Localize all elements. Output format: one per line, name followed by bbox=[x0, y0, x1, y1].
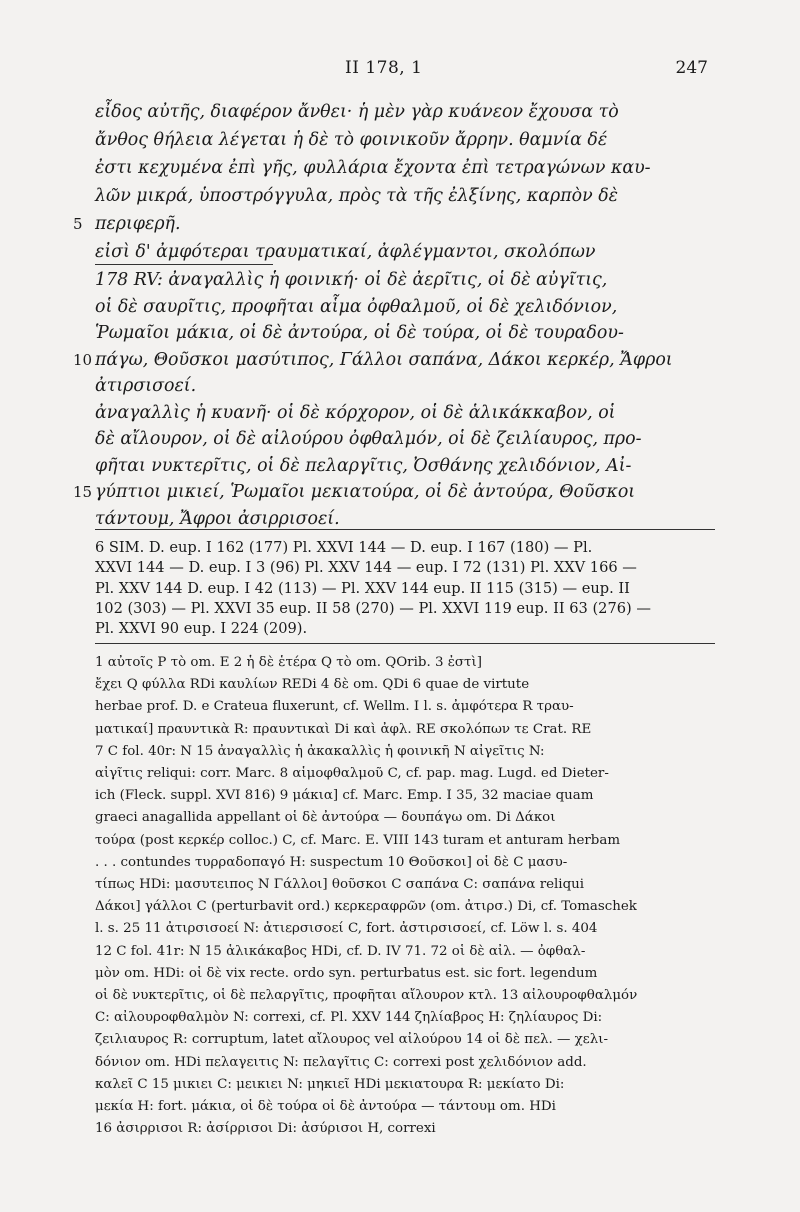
apparatus-line: καλεῖ C 15 μικιει C: μεικιει N: μηκιεῖ HDi μεκιατουρα R: μεκίατο Di: bbox=[95, 1076, 565, 1092]
line-text: ἀτιρσισοεί. bbox=[95, 376, 197, 396]
text-line bbox=[95, 238, 595, 266]
apparatus-line: 16 ἀσιρρισοι R: ἀσίρρισοι Di: ἀσύρισοι H, correxi bbox=[95, 1121, 436, 1137]
text-line bbox=[95, 425, 642, 453]
apparatus-line: l. s. 25 11 ἀτιρσισοεί N: ἀτιερσισοεί C, fort. ἀστιρσισοεί, cf. Löw l. s. 404 bbox=[95, 921, 598, 937]
text-divider-short bbox=[95, 264, 273, 265]
apparatus-line: αἰγῖτις reliqui: corr. Marc. 8 αἱμοφθαλμοῦ C, cf. pap. mag. Lugd. ed Dieter- bbox=[95, 766, 609, 781]
apparatus-line: ματικαί] πραυντικὰ R: πραυντικαὶ Di καὶ ἀφλ. RE σκολόπων τε Crat. RE bbox=[95, 721, 592, 737]
text-line bbox=[95, 266, 607, 294]
line-text: οἱ δὲ σαυρῖτις, προφῆται αἷμα ὀφθαλμοῦ, οἱ δὲ χελιδόνιον, bbox=[95, 296, 618, 317]
line-number: 10 bbox=[73, 350, 93, 369]
line-text: ἄνθος θήλεια λέγεται ἡ δὲ τὸ φοινικοῦν ἄρρην. θαμνία δέ bbox=[95, 130, 608, 150]
text-line bbox=[95, 182, 618, 210]
line-text: πάγω, Θοῦσκοι μασύτιπος, Γάλλοι σαπάνα, Δάκοι κερκέρ, Ἄφροι bbox=[95, 349, 673, 370]
line-text: φῆται νυκτερῖτις, οἱ δὲ πελαργῖτις, Ὀσθάνης χελιδόνιον, Αἰ- bbox=[95, 455, 632, 476]
line-text: δὲ αἴλουρον, οἱ δὲ αἰλούρου ὀφθαλμόν, οἱ δὲ ζειλίαυρος, προ- bbox=[95, 429, 642, 449]
apparatus-line: μὸν om. HDi: οἱ δὲ vix recte. ordo syn. perturbatus est. sic fort. legendum bbox=[95, 965, 598, 981]
apparatus-line: graeci anagallida appellant οἱ δὲ ἀντούρα — δουπάγω om. Di Δάκοι bbox=[95, 810, 556, 826]
page-header bbox=[0, 58, 800, 88]
text-line bbox=[73, 346, 673, 374]
line-text: γύπτιοι μικιεί, Ῥωμαῖοι μεκιατούρα, οἱ δὲ ἀντούρα, Θοῦσκοι bbox=[95, 482, 636, 502]
line-text: ἀναγαλλὶς ἡ κυανῆ· οἱ δὲ κόρχορον, οἱ δὲ ἁλικάκκαβον, οἱ bbox=[95, 402, 616, 423]
apparatus-line: 1 αὐτοῖς P τὸ om. E 2 ἡ δὲ ἑτέρα Q τὸ om. QOrib. 3 ἐστὶ] bbox=[95, 655, 482, 670]
apparatus-line: herbae prof. D. e Crateua fluxerunt, cf. Wellm. I l. s. ἀμφότερα R τραυ- bbox=[95, 699, 574, 715]
text-line bbox=[95, 372, 196, 400]
text-line bbox=[73, 210, 181, 238]
apparatus-line: οἱ δὲ νυκτερῖτις, οἱ δὲ πελαργῖτις, προφῆται αἴλουρον κτλ. 13 αἰλουροφθαλμόν bbox=[95, 988, 638, 1003]
line-text: εἶδος αὐτῆς, διαφέρον ἄνθει· ἡ μὲν γὰρ κυάνεον ἔχουσα τὸ bbox=[95, 102, 619, 122]
text-line bbox=[95, 452, 631, 480]
apparatus-line: 7 C fol. 40r: N 15 ἀναγαλλὶς ἡ ἀκακαλλὶς ἡ φοινικῆ N αἰγεῖτις N: bbox=[95, 743, 545, 759]
text-line bbox=[73, 478, 636, 506]
line-number: 15 bbox=[73, 483, 93, 501]
source-line: 6 SIM. D. eup. I 162 (177) Pl. XXVI 144 — D. eup. I 167 (180) — Pl. bbox=[95, 539, 593, 556]
source-line: 102 (303) — Pl. XXVI 35 eup. II 58 (270) — Pl. XXVI 119 eup. II 63 (276) — bbox=[95, 599, 651, 617]
section-reference: II 178, 1 bbox=[345, 58, 423, 78]
line-text: 178 RV: ἀναγαλλὶς ἡ φοινική· οἱ δὲ ἀερῖτις, οἱ δὲ αὐγῖτις, bbox=[95, 270, 608, 290]
text-divider-sources bbox=[95, 529, 715, 530]
line-number: 5 bbox=[73, 215, 83, 233]
line-text: εἰσὶ δ' ἀμφότεραι τραυματικαί, ἀφλέγμαντοι, σκολόπων bbox=[95, 242, 596, 262]
apparatus-line: δόνιον om. HDi πελαγειτις N: πελαγῖτις C: correxi post χελιδόνιον add. bbox=[95, 1054, 587, 1070]
text-line bbox=[95, 293, 617, 321]
line-text: Ῥωμαῖοι μάκια, οἱ δὲ ἀντούρα, οἱ δὲ τούρα, οἱ δὲ τουραδου- bbox=[95, 323, 624, 343]
apparatus-line: Δάκοι] γάλλοι C (perturbavit ord.) κερκεραφρῶν (om. ἀτιρσ.) Di, cf. Tomaschek bbox=[95, 899, 637, 915]
source-line: Pl. XXV 144 D. eup. I 42 (113) — Pl. XXV 144 eup. II 115 (315) — eup. II bbox=[95, 579, 630, 597]
text-line bbox=[95, 98, 619, 126]
text-line bbox=[95, 399, 616, 427]
apparatus-line: τίπως HDi: μασυτειπος N Γάλλοι] θοῦσκοι C σαπάνα C: σαπάνα reliqui bbox=[95, 877, 585, 892]
text-line bbox=[95, 126, 607, 154]
line-text: λῶν μικρά, ὑποστρόγγυλα, πρὸς τὰ τῆς ἐλξίνης, καρπὸν δὲ bbox=[95, 186, 618, 206]
apparatus-line: . . . contundes τυρραδοπαγό H: suspectum 10 Θοῦσκοι] οἱ δὲ C μασυ- bbox=[95, 854, 568, 870]
source-line: Pl. XXVI 90 eup. I 224 (209). bbox=[95, 620, 308, 638]
text-line bbox=[95, 154, 651, 182]
apparatus-line: ἔχει Q φύλλα RDi καυλίων REDi 4 δὲ om. QDi 6 quae de virtute bbox=[95, 677, 530, 693]
page-number: 247 bbox=[675, 58, 708, 78]
apparatus-line: ich (Fleck. suppl. XVI 816) 9 μάκια] cf. Marc. Emp. I 35, 32 maciae quam bbox=[95, 788, 594, 804]
apparatus-line: μεκία H: fort. μάκια, οἱ δὲ τούρα οἱ δὲ ἀντούρα — τάντουμ om. HDi bbox=[95, 1099, 556, 1114]
line-text: ἐστι κεχυμένα ἐπὶ γῆς, φυλλάρια ἔχοντα ἐπὶ τετραγώνων καυ- bbox=[95, 158, 651, 178]
apparatus-line: 12 C fol. 41r: N 15 ἁλικάκαβος HDi, cf. D. IV 71. 72 οἱ δὲ αἰλ. — ὀφθαλ- bbox=[95, 943, 586, 959]
text-divider-apparatus bbox=[95, 643, 715, 644]
text-line bbox=[95, 319, 624, 347]
source-line: XXVI 144 — D. eup. I 3 (96) Pl. XXV 144 — eup. I 72 (131) Pl. XXV 166 — bbox=[95, 559, 637, 577]
line-text: περιφερῆ. bbox=[95, 214, 181, 234]
apparatus-line: τούρα (post κερκέρ colloc.) C, cf. Marc. E. VIII 143 turam et anturam herbam bbox=[95, 832, 621, 848]
apparatus-line: C: αἰλουροφθαλμὸν N: correxi, cf. Pl. XXV 144 ζηλίαβρος H: ζηλίαυρος Di: bbox=[95, 1010, 603, 1026]
apparatus-line: ζειλιαυρος R: corruptum, latet αἴλουρος vel αἰλούρου 14 οἱ δὲ πελ. — χελι- bbox=[95, 1032, 608, 1048]
line-text: τάντουμ, Ἄφροι ἀσιρρισοεί. bbox=[95, 508, 340, 529]
